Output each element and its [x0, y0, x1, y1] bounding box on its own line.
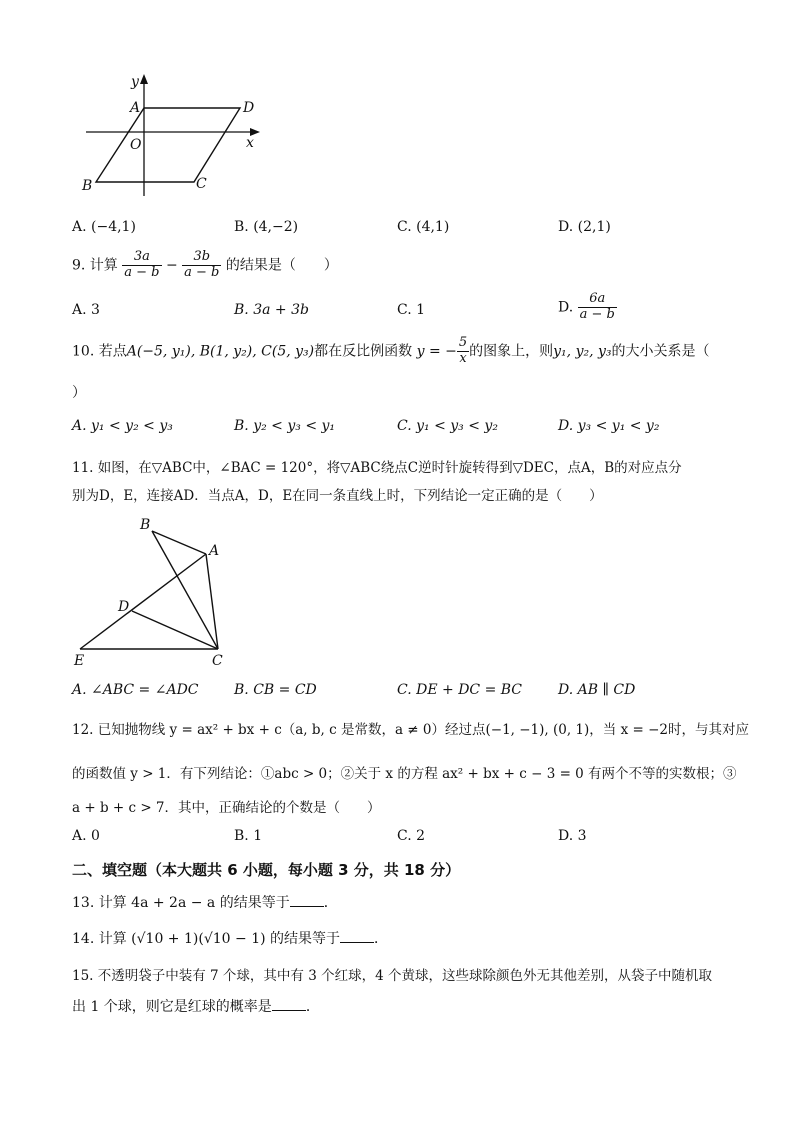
q15-answer-blank[interactable] [272, 998, 306, 1011]
q14-answer-blank[interactable] [340, 930, 374, 943]
label-O: O [130, 137, 142, 153]
parallelogram-abcd [96, 108, 240, 182]
segment-dc [132, 611, 218, 649]
q8-option-a[interactable]: A. (−4,1) [72, 219, 136, 235]
q10-option-a[interactable]: A. y₁ < y₂ < y₃ [72, 418, 173, 434]
q10-fn-num: 5 [458, 335, 468, 350]
label-D: D [243, 100, 255, 116]
q12-option-c[interactable]: C. 2 [397, 828, 426, 844]
q11-line1: 11. 如图，在▽ABC中，∠BAC = 120°，将▽ABC绕点C逆时针旋转得到▽DEC，点A，B的对应点分 [72, 460, 682, 476]
q12-line2: 的函数值 y > 1．有下列结论：①abc > 0；②关于 x 的方程 ax² + bx + c − 3 = 0 有两个不等的实数根；③ [72, 766, 737, 782]
q8-option-d[interactable]: D. (2,1) [558, 219, 611, 235]
label-E: E [74, 653, 85, 669]
q8-figure [78, 70, 268, 200]
label-A: A [209, 543, 220, 559]
q9-minus: − [165, 257, 178, 274]
q9-option-c[interactable]: C. 1 [397, 302, 426, 318]
q10-pre: 10. 若点 [72, 343, 127, 360]
q10-option-c[interactable]: C. y₁ < y₃ < y₂ [397, 418, 498, 434]
q15-post: ． [305, 999, 320, 1015]
label-A: A [130, 100, 141, 116]
label-D: D [118, 599, 130, 615]
q8-option-b[interactable]: B. (4,−2) [234, 219, 299, 235]
q10-fn-den: x [459, 350, 467, 366]
q9-option-d[interactable] [558, 292, 617, 323]
q10-option-b[interactable]: B. y₂ < y₃ < y₁ [234, 418, 336, 434]
q10-line2: ） [72, 385, 86, 401]
q9-fraction-2 [182, 250, 221, 281]
q14-pre: 14. 计算 (√10 + 1)(√10 − 1) 的结果等于 [72, 931, 341, 947]
q9-d-fraction [578, 292, 617, 323]
q11-option-a[interactable]: A. ∠ABC = ∠ADC [72, 682, 199, 698]
q15-line2 [72, 996, 320, 1016]
q13-answer-blank[interactable] [290, 894, 324, 907]
q9-fraction-1 [122, 250, 161, 281]
label-y: y [131, 74, 139, 90]
label-B: B [82, 178, 93, 194]
q10-option-d[interactable]: D. y₃ < y₁ < y₂ [558, 418, 660, 434]
q12-line3: a + b + c > 7．其中，正确结论的个数是（ ） [72, 800, 381, 816]
q10-post: 的图象上，则 [469, 343, 554, 360]
q15-pre: 出 1 个球，则它是红球的概率是 [72, 999, 272, 1015]
q10-stem [72, 336, 710, 367]
q13-stem [72, 892, 338, 912]
label-B: B [140, 517, 151, 533]
q9-d-den: a − b [579, 306, 615, 322]
q10-points: A(−5, y₁), B(1, y₂), C(5, y₃) [126, 343, 315, 360]
q10-fn-pre: y = − [416, 343, 457, 360]
q8-option-c[interactable]: C. (4,1) [397, 219, 450, 235]
q11-option-d[interactable]: D. AB ∥ CD [558, 682, 636, 698]
q14-stem [72, 928, 388, 948]
q12-option-b[interactable]: B. 1 [234, 828, 263, 844]
q9-f1-num: 3a [122, 250, 161, 266]
q9-f2-num: 3b [182, 250, 221, 266]
q9-option-a[interactable]: A. 3 [72, 302, 100, 318]
q10-fraction [457, 336, 469, 367]
segment-ba [152, 531, 206, 554]
segment-ac [206, 554, 218, 649]
q9-stem-post: 的结果是（ ） [225, 257, 338, 274]
q9-stem [72, 250, 338, 281]
q9-option-b[interactable]: B. 3a + 3b [234, 302, 309, 318]
q9-d-num: 6a [578, 292, 617, 308]
q12-line1: 12. 已知抛物线 y = ax² + bx + c（a, b, c 是常数，a ≠ 0）经过点(−1, −1), (0, 1)，当 x = −2时，与其对应 [72, 722, 749, 738]
q9-d-label: D. [558, 299, 574, 316]
q12-option-a[interactable]: A. 0 [72, 828, 100, 844]
label-x: x [246, 135, 254, 151]
q10-vars: y₁, y₂, y₃ [553, 343, 612, 360]
y-axis-arrow [140, 74, 148, 84]
q15-line1: 15. 不透明袋子中装有 7 个球，其中有 3 个红球，4 个黄球，这些球除颜色外无其他差别，从袋子中随机取 [72, 968, 712, 984]
q11-option-c[interactable]: C. DE + DC = BC [397, 682, 523, 698]
q9-stem-pre: 9. 计算 [72, 257, 118, 274]
label-C: C [196, 176, 207, 192]
q11-figure [72, 512, 242, 670]
q11-line2: 别为D，E，连接AD．当点A，D，E在同一条直线上时，下列结论一定正确的是（ ） [72, 488, 603, 504]
label-C: C [212, 653, 223, 669]
q9-f1-den: a − b [124, 264, 160, 280]
section-2-heading: 二、填空题（本大题共 6 小题，每小题 3 分，共 18 分） [72, 861, 461, 879]
q14-post: ． [374, 931, 389, 947]
q13-pre: 13. 计算 4a + 2a − a 的结果等于 [72, 895, 290, 911]
q11-option-b[interactable]: B. CB = CD [234, 682, 317, 698]
q9-f2-den: a − b [184, 264, 220, 280]
q10-mid: 都在反比例函数 [314, 343, 413, 360]
q10-end: 的大小关系是（ [611, 343, 710, 360]
q12-option-d[interactable]: D. 3 [558, 828, 587, 844]
q13-post: ． [323, 895, 338, 911]
